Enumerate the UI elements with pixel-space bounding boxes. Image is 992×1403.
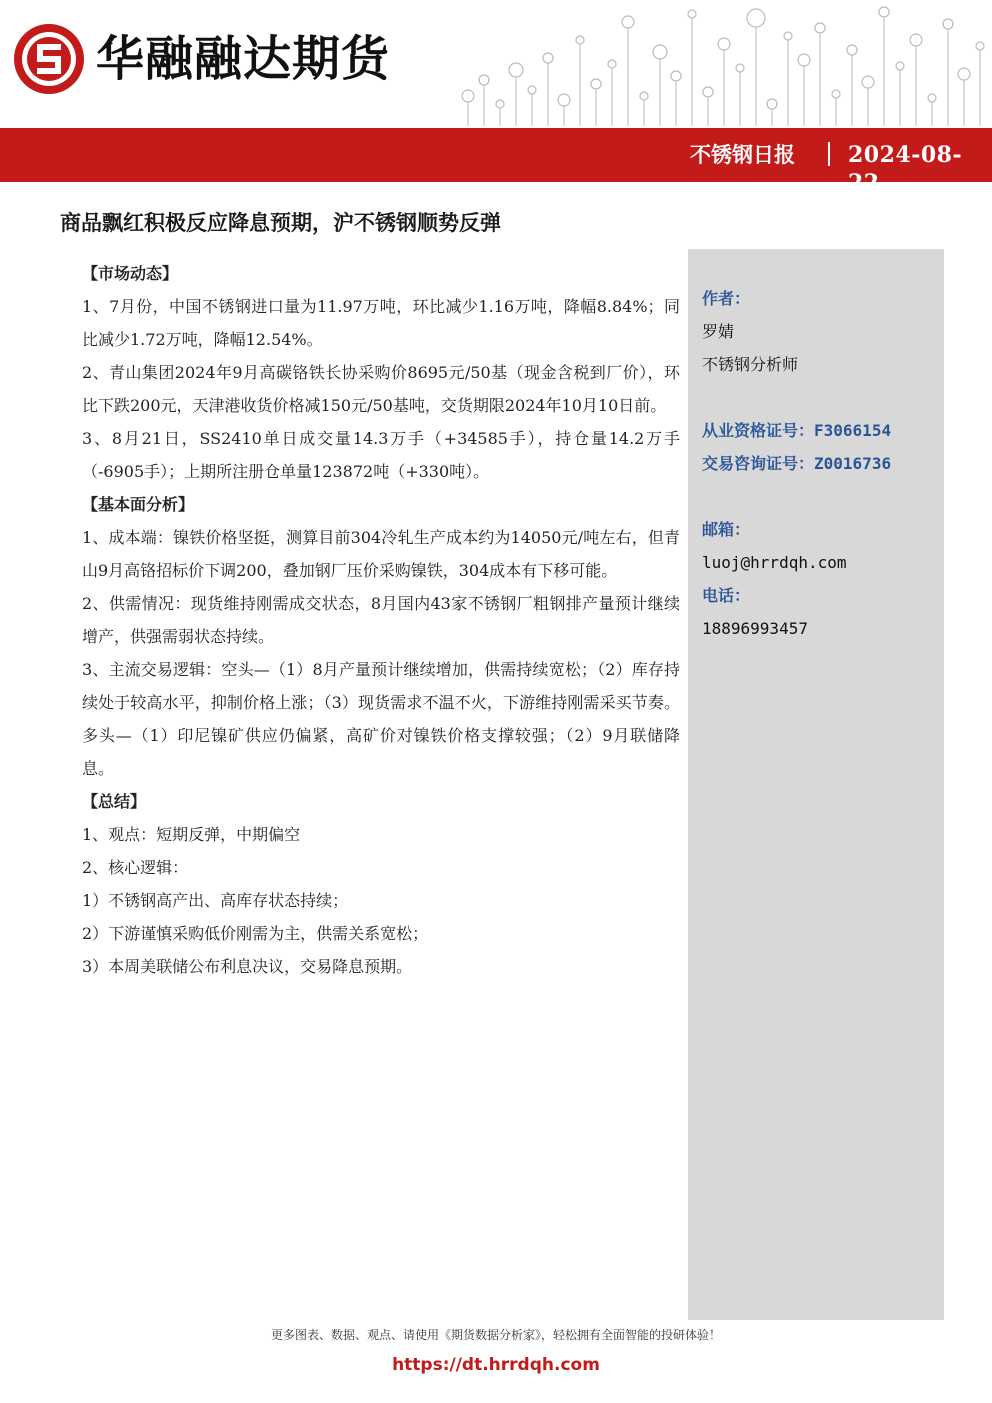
paragraph: 2、核心逻辑：	[82, 858, 189, 877]
company-seal-icon	[12, 22, 86, 96]
title-separator	[828, 142, 830, 166]
paragraph: 1、7月份，中国不锈钢进口量为11.97万吨，环比减少1.16万吨，降幅8.84%；同比减少1.72万吨，降幅12.54%。	[82, 297, 680, 349]
author-title: 不锈钢分析师	[702, 355, 799, 374]
title-band	[0, 128, 992, 182]
author-sidebar	[688, 249, 944, 1320]
paragraph: 2、青山集团2024年9月高碳铬铁长协采购价8695元/50基（现金含税到厂价），环比下跌200元，天津港收货价格减150元/50基吨，交货期限2024年10月10日前。	[82, 363, 680, 415]
paragraph: 1、观点：短期反弹，中期偏空	[82, 825, 301, 844]
report-headline: 商品飘红积极反应降息预期，沪不锈钢顺势反弹	[60, 211, 501, 235]
paragraph: 1、成本端：镍铁价格坚挺，测算目前304冷轧生产成本约为14050元/吨左右，但青山9月高铬招标价下调200，叠加钢厂压价采购镍铁，304成本有下移可能。	[82, 528, 680, 580]
paragraph: 3、主流交易逻辑：空头—（1）8月产量预计继续增加，供需持续宽松；（2）库存持续处于较高水平，抑制价格上涨；（3）现货需求不温不火，下游维持刚需采买节奏。多头—（1）印尼镍矿供应仍偏紧，高矿价对镍铁价格支撑较强；（2）9月联储降息。	[82, 660, 680, 778]
consult-number	[702, 447, 937, 480]
author-name: 罗婧	[702, 322, 735, 341]
footer-link[interactable]: https://dt.hrrdqh.com	[392, 1355, 600, 1375]
company-name: 华融融达期货	[96, 31, 391, 87]
report-header	[0, 0, 992, 196]
paragraph: 3、8月21日，SS2410单日成交量14.3万手（+34585手），持仓量14.2万手（-6905手）；上期所注册仓单量123872吨（+330吨）。	[82, 429, 680, 481]
phone-label: 电话：	[702, 586, 751, 605]
consult-label: 交易咨询证号：	[702, 454, 815, 473]
phone-number: 18896993457	[702, 619, 808, 638]
report-type: 不锈钢日报	[690, 143, 795, 167]
consult-value: Z0016736	[814, 454, 892, 473]
footer-promo: 更多图表、数据、观点、请使用《期货数据分析家》，轻松拥有全面智能的投研体验！	[270, 1328, 721, 1342]
paragraph: 2、供需情况：现货维持刚需成交状态，8月国内43家不锈钢厂粗钢排产量预计继续增产，供强需弱状态持续。	[82, 594, 680, 646]
section-title-market: 【市场动态】	[82, 264, 179, 283]
paragraph: 2）下游谨慎采购低价刚需为主，供需关系宽松；	[82, 924, 429, 943]
qualification-label: 从业资格证号：	[702, 421, 815, 440]
qualification-value: F3066154	[814, 421, 892, 440]
decorative-pattern	[456, 0, 992, 128]
paragraph: 3）本周美联储公布利息决议，交易降息预期。	[82, 957, 413, 976]
email-link[interactable]: luoj@hrrdqh.com	[702, 553, 847, 572]
section-title-fundamental: 【基本面分析】	[82, 495, 195, 514]
report-body	[82, 257, 680, 983]
paragraph: 1）不锈钢高产出、高库存状态持续；	[82, 891, 349, 910]
author-label: 作者：	[702, 289, 751, 308]
email-label: 邮箱：	[702, 520, 751, 539]
report-date: 2024-08-22	[848, 142, 963, 196]
section-title-summary: 【总结】	[82, 792, 147, 811]
qualification-number	[702, 414, 937, 447]
